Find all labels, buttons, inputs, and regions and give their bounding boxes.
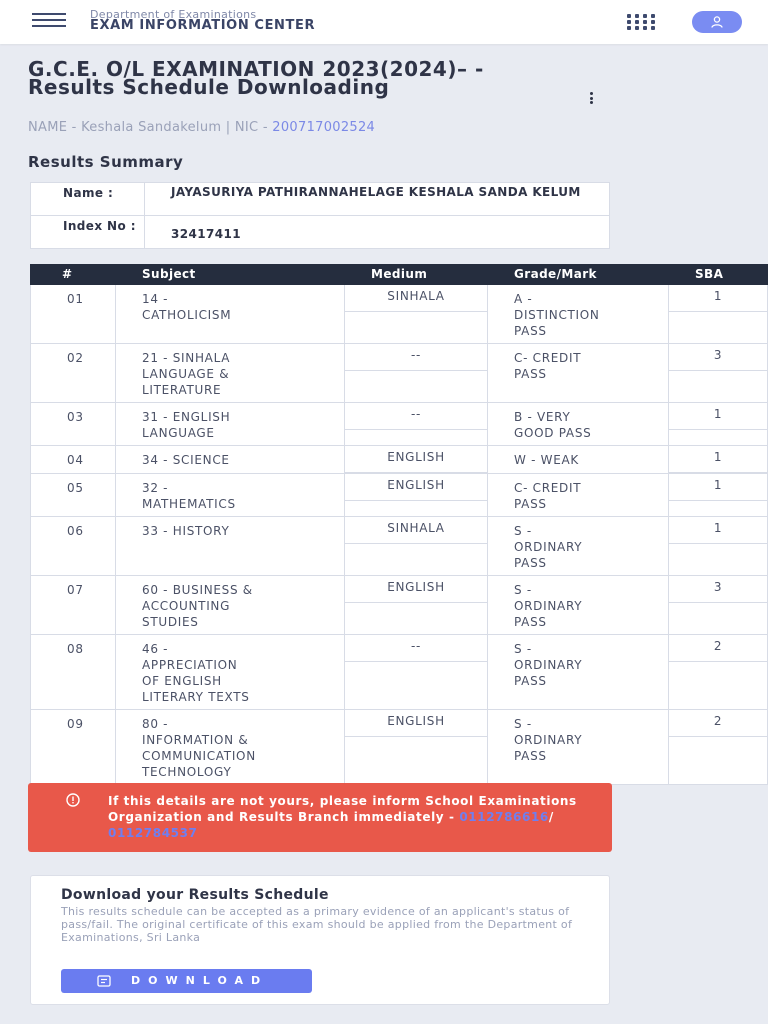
row-medium: ENGLISH	[345, 446, 487, 473]
row-subject: 33 - HISTORY	[116, 517, 345, 575]
row-medium: ENGLISH	[345, 576, 487, 603]
candidate-identity	[28, 120, 375, 135]
header-medium: Medium	[371, 267, 428, 281]
nic-label: NIC -	[234, 120, 273, 135]
row-medium: --	[345, 403, 487, 430]
more-options-icon[interactable]	[590, 92, 596, 106]
download-description: This results schedule can be accepted as a primary evidence of an applicant's status of pass/fail. The original certificate of this exam should be applied from the Department of Examinations, Sri Lanka	[61, 905, 573, 944]
table-row	[30, 710, 768, 785]
row-medium: ENGLISH	[345, 474, 487, 501]
results-summary-title: Results Summary	[28, 153, 184, 171]
row-number: 07	[30, 576, 116, 634]
table-row	[30, 344, 768, 403]
header-subject: Subject	[142, 267, 196, 281]
row-sba: 2	[669, 710, 767, 737]
header-number: #	[62, 267, 73, 281]
download-label: DOWNLOAD	[131, 974, 269, 987]
row-number: 02	[30, 344, 116, 402]
row-medium: --	[345, 344, 487, 371]
table-row	[30, 635, 768, 710]
row-sba: 2	[669, 635, 767, 662]
row-medium-cell	[345, 474, 488, 516]
document-icon	[97, 975, 111, 987]
row-grade: W - WEAK	[488, 446, 669, 473]
table-row	[30, 576, 768, 635]
row-sba: 1	[669, 285, 767, 312]
name-label: NAME -	[28, 120, 82, 135]
download-card	[30, 875, 610, 1005]
hamburger-menu-icon[interactable]	[32, 13, 66, 31]
page-title: G.C.E. O/L EXAMINATION 2023(2024)– - Results Schedule Downloading	[28, 57, 484, 99]
row-sba: 1	[669, 446, 767, 473]
row-medium-cell	[345, 635, 488, 709]
phone-link-1[interactable]: 0112786616	[459, 810, 549, 824]
row-subject: 60 - BUSINESS & ACCOUNTING STUDIES	[116, 576, 345, 634]
warning-alert	[28, 783, 612, 852]
row-subject: 14 - CATHOLICISM	[116, 285, 345, 343]
row-subject: 80 - INFORMATION & COMMUNICATION TECHNOLOGY	[116, 710, 345, 784]
row-sba-cell	[669, 635, 768, 709]
identity-separator: |	[221, 120, 235, 135]
results-table-header	[30, 264, 768, 285]
header-grade: Grade/Mark	[514, 267, 597, 281]
user-icon	[710, 15, 724, 29]
row-sba: 1	[669, 403, 767, 430]
row-grade: B - VERY GOOD PASS	[488, 403, 669, 445]
row-sba: 1	[669, 474, 767, 501]
row-sba-cell	[669, 344, 768, 402]
phone-link-2[interactable]: 0112784537	[108, 826, 198, 840]
row-sba-cell	[669, 576, 768, 634]
table-row	[30, 285, 768, 344]
row-medium-cell	[345, 403, 488, 445]
row-medium: --	[345, 635, 487, 662]
row-medium: SINHALA	[345, 285, 487, 312]
brand-subtitle: Department of Examinations	[90, 8, 257, 21]
candidate-name: Keshala Sandakelum	[81, 120, 222, 135]
row-grade: S - ORDINARY PASS	[488, 576, 669, 634]
user-avatar-button[interactable]	[692, 11, 742, 33]
row-sba-cell	[669, 517, 768, 575]
header-sba: SBA	[695, 267, 724, 281]
row-medium-cell	[345, 710, 488, 784]
row-medium-cell	[345, 517, 488, 575]
row-grade: C- CREDIT PASS	[488, 474, 669, 516]
row-sba-cell	[669, 446, 768, 473]
row-subject: 31 - ENGLISH LANGUAGE	[116, 403, 345, 445]
row-grade: S - ORDINARY PASS	[488, 517, 669, 575]
table-row	[30, 517, 768, 576]
row-medium-cell	[345, 576, 488, 634]
download-title: Download your Results Schedule	[61, 887, 329, 903]
row-sba: 3	[669, 576, 767, 603]
row-number: 01	[30, 285, 116, 343]
row-subject: 21 - SINHALA LANGUAGE & LITERATURE	[116, 344, 345, 402]
row-grade: C- CREDIT PASS	[488, 344, 669, 402]
row-grade: S - ORDINARY PASS	[488, 710, 669, 784]
row-sba: 1	[669, 517, 767, 544]
row-grade: S - ORDINARY PASS	[488, 635, 669, 709]
table-row	[30, 403, 768, 446]
row-number: 04	[30, 446, 116, 473]
row-medium-cell	[345, 344, 488, 402]
row-number: 03	[30, 403, 116, 445]
alert-message	[108, 793, 608, 841]
row-medium-cell	[345, 446, 488, 473]
alert-circle-icon	[61, 793, 85, 807]
info-row-index	[31, 216, 609, 248]
index-key: Index No :	[31, 216, 145, 248]
info-row-name	[31, 183, 609, 216]
row-subject: 34 - SCIENCE	[116, 446, 345, 473]
top-bar	[0, 0, 768, 44]
row-sba-cell	[669, 403, 768, 445]
table-row	[30, 446, 768, 474]
name-value: JAYASURIYA PATHIRANNAHELAGE KESHALA SANDA KELUM	[171, 185, 581, 199]
row-sba: 3	[669, 344, 767, 371]
row-subject: 46 - APPRECIATION OF ENGLISH LITERARY TEXTS	[116, 635, 345, 709]
download-button[interactable]	[61, 969, 312, 993]
row-medium: ENGLISH	[345, 710, 487, 737]
nic-number: 200717002524	[272, 120, 376, 135]
apps-grid-icon[interactable]	[627, 14, 655, 30]
results-table	[30, 264, 768, 785]
phone-separator: /	[548, 810, 554, 824]
candidate-info-table	[30, 182, 610, 249]
row-sba-cell	[669, 710, 768, 784]
table-row	[30, 474, 768, 517]
name-key: Name :	[31, 183, 145, 215]
row-sba-cell	[669, 285, 768, 343]
row-number: 08	[30, 635, 116, 709]
brand-title: EXAM INFORMATION CENTER	[90, 18, 316, 33]
alert-text: If this details are not yours, please inform School Examinations Organization and Results Branch immediately -	[108, 794, 577, 824]
row-number: 09	[30, 710, 116, 784]
row-grade: A - DISTINCTION PASS	[488, 285, 669, 343]
row-medium: SINHALA	[345, 517, 487, 544]
row-number: 05	[30, 474, 116, 516]
row-number: 06	[30, 517, 116, 575]
row-subject: 32 - MATHEMATICS	[116, 474, 345, 516]
index-value: 32417411	[171, 227, 241, 241]
row-medium-cell	[345, 285, 488, 343]
row-sba-cell	[669, 474, 768, 516]
